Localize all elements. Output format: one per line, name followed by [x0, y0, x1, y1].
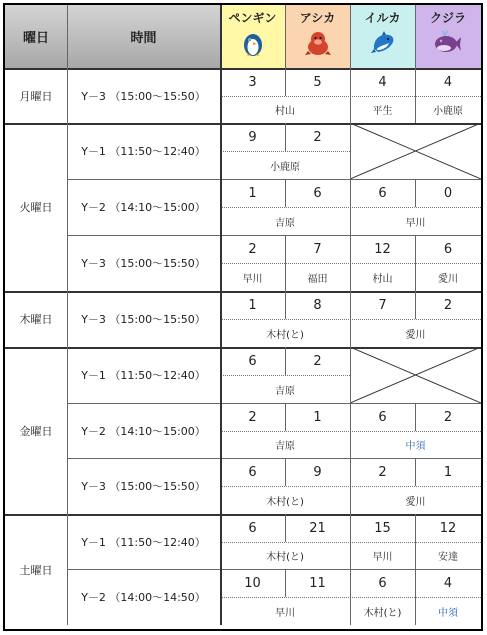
- student-count: 2: [443, 297, 453, 313]
- teacher-name: 中須: [438, 607, 458, 619]
- teacher-column-divider: [350, 207, 351, 235]
- count-column-divider: [285, 235, 286, 263]
- teacher-name: 小鹿原: [433, 106, 463, 117]
- time-slot: Y－3 （15:00～15:50）: [81, 257, 206, 270]
- count-column-divider: [350, 291, 351, 319]
- count-column-divider: [415, 514, 416, 542]
- time-slot: Y－3 （15:00～15:50）: [81, 313, 206, 326]
- count-column-divider: [350, 569, 351, 597]
- teacher-name: 村山: [372, 273, 393, 285]
- time-slot: Y－3 （15:00～15:50）: [81, 480, 206, 493]
- time-slot: Y－2 （14:10～15:00）: [81, 424, 206, 438]
- teacher-name: 愛川: [438, 273, 458, 285]
- student-count: 8: [313, 297, 322, 313]
- count-column-divider: [350, 514, 351, 542]
- count-column-divider: [350, 403, 351, 431]
- student-count: 3: [248, 74, 257, 90]
- cross-left-border: [350, 347, 351, 403]
- teacher-name: 安達: [438, 552, 458, 563]
- time-column-header: 時間: [67, 5, 220, 68]
- time-slot: Y－1 （11:50～12:40）: [81, 369, 206, 382]
- penguin-icon: [240, 29, 266, 61]
- student-count: 6: [443, 241, 453, 257]
- student-count: 12: [439, 520, 457, 536]
- teacher-name: 吉原: [275, 385, 295, 397]
- cross-left-border: [350, 123, 351, 179]
- count-column-divider: [285, 403, 286, 431]
- time-slot: Y－3 （15:00～15:50）: [81, 89, 206, 103]
- class-header-whale: [415, 5, 481, 68]
- class-name: アシカ: [299, 11, 336, 25]
- day-label: 火曜日: [19, 201, 53, 214]
- count-column-divider: [285, 514, 286, 542]
- class-header-dolphin: [350, 5, 415, 68]
- teacher-column-divider: [415, 542, 416, 569]
- student-count: 21: [309, 520, 326, 536]
- student-count: 6: [248, 353, 257, 369]
- student-count: 15: [374, 520, 391, 536]
- student-count: 1: [443, 464, 453, 480]
- teacher-column-divider: [350, 542, 351, 569]
- teacher-name: 木村(と): [266, 496, 304, 508]
- teacher-name: 愛川: [405, 329, 426, 341]
- count-column-divider: [285, 179, 286, 207]
- student-count: 1: [313, 409, 322, 425]
- class-name: イルカ: [364, 11, 401, 25]
- time-slot: Y－2 （14:10～15:00）: [81, 201, 206, 214]
- teacher-column-divider: [350, 319, 351, 347]
- no-class-cross: [350, 123, 481, 179]
- student-count: 4: [443, 74, 453, 90]
- student-count: 5: [313, 74, 322, 90]
- student-count: 6: [313, 185, 322, 201]
- sea-lion-icon: [304, 29, 332, 61]
- class-header-divider: [350, 5, 351, 68]
- teacher-name: 中須: [405, 441, 426, 452]
- count-column-divider: [415, 68, 416, 96]
- student-count: 1: [248, 185, 257, 201]
- count-column-divider: [285, 569, 286, 597]
- count-column-divider: [350, 458, 351, 486]
- count-column-divider: [415, 291, 416, 319]
- teacher-name: 早川: [275, 607, 295, 619]
- student-count: 4: [378, 74, 387, 90]
- student-count: 7: [313, 241, 322, 257]
- count-column-divider: [350, 235, 351, 263]
- teacher-column-divider: [415, 96, 416, 123]
- count-column-divider: [350, 179, 351, 207]
- student-count: 4: [443, 575, 453, 591]
- student-count: 0: [443, 185, 453, 201]
- count-column-divider: [285, 68, 286, 96]
- teacher-name: 早川: [372, 552, 393, 563]
- no-class-cross: [350, 347, 481, 403]
- count-column-divider: [415, 569, 416, 597]
- teacher-name: 小鹿原: [270, 161, 300, 173]
- teacher-column-divider: [350, 597, 351, 625]
- day-label: 土曜日: [19, 563, 53, 577]
- teacher-name: 木村(と): [266, 329, 304, 341]
- count-column-divider: [285, 291, 286, 319]
- student-count: 9: [313, 464, 322, 480]
- student-count: 2: [378, 464, 387, 480]
- student-count: 6: [378, 575, 387, 591]
- time-slot: Y－1 （11:50～12:40）: [81, 145, 206, 158]
- teacher-name: 平生: [372, 106, 393, 117]
- day-label: 月曜日: [19, 89, 53, 103]
- student-count: 10: [244, 575, 261, 591]
- student-count: 6: [248, 464, 257, 480]
- class-name: クジラ: [429, 11, 466, 25]
- count-column-divider: [285, 123, 286, 151]
- count-column-divider: [285, 347, 286, 375]
- student-count: 6: [378, 409, 387, 425]
- student-count: 7: [378, 297, 387, 313]
- teacher-column-divider: [350, 263, 351, 291]
- teacher-name: 吉原: [275, 441, 295, 452]
- teacher-column-divider: [285, 263, 286, 291]
- class-header-divider: [285, 5, 286, 68]
- teacher-column-divider: [350, 96, 351, 123]
- day-label: 木曜日: [19, 313, 53, 326]
- teacher-name: 早川: [405, 217, 426, 229]
- teacher-name: 早川: [242, 273, 263, 285]
- student-count: 2: [313, 129, 322, 145]
- teacher-column-divider: [415, 597, 416, 625]
- time-column-border: [220, 5, 222, 625]
- student-count: 12: [374, 241, 391, 257]
- class-name: ペンギン: [228, 11, 277, 25]
- student-count: 2: [443, 409, 453, 425]
- teacher-name: 木村(と): [363, 607, 402, 619]
- student-count: 11: [309, 575, 326, 591]
- student-count: 2: [248, 241, 257, 257]
- student-count: 9: [248, 129, 257, 145]
- count-divider: [220, 375, 350, 376]
- class-header-sea-lion: [285, 5, 350, 68]
- time-slot: Y－1 （11:50～12:40）: [81, 535, 206, 549]
- count-column-divider: [415, 179, 416, 207]
- time-slot: Y－2 （14:00～14:50）: [81, 591, 206, 604]
- teacher-name: 福田: [307, 273, 328, 285]
- day-label: 金曜日: [19, 424, 53, 438]
- day-column-border: [67, 5, 68, 625]
- teacher-name: 木村(と): [266, 552, 304, 563]
- count-column-divider: [415, 403, 416, 431]
- student-count: 6: [378, 185, 387, 201]
- teacher-column-divider: [350, 431, 351, 458]
- count-divider: [220, 151, 350, 152]
- count-column-divider: [415, 235, 416, 263]
- teacher-name: 村山: [275, 106, 295, 117]
- class-header-penguin: [220, 5, 285, 68]
- dolphin-icon: [369, 29, 397, 61]
- student-count: 6: [248, 520, 257, 536]
- student-count: 2: [313, 353, 322, 369]
- count-column-divider: [285, 458, 286, 486]
- count-column-divider: [350, 68, 351, 96]
- teacher-name: 愛川: [405, 496, 426, 508]
- student-count: 1: [248, 297, 257, 313]
- teacher-name: 吉原: [275, 217, 295, 229]
- whale-icon: [433, 29, 463, 59]
- student-count: 2: [248, 409, 257, 425]
- count-column-divider: [415, 458, 416, 486]
- teacher-column-divider: [350, 486, 351, 514]
- teacher-column-divider: [415, 263, 416, 291]
- class-header-divider: [415, 5, 416, 68]
- day-column-header: 曜日: [5, 5, 67, 68]
